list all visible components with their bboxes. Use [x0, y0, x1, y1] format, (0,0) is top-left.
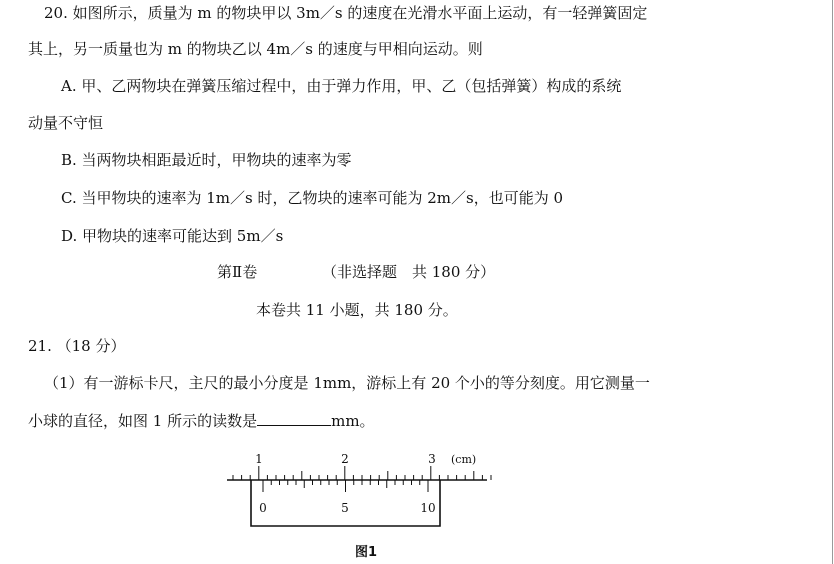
- q21-part1-prefix: 小球的直径，如图 1 所示的读数是: [28, 412, 258, 430]
- main-scale-ticks: [233, 466, 491, 480]
- q20-option-a-line1: A. 甲、乙两物块在弹簧压缩过程中，由于弹力作用，甲、乙（包括弹簧）构成的系统: [61, 77, 622, 95]
- vernier-label-10: 10: [420, 501, 436, 515]
- vernier-scale-ticks: [263, 480, 428, 492]
- q20-option-b: B. 当两物块相距最近时，甲物块的速率为零: [61, 151, 352, 169]
- section-subtitle: （非选择题 共 180 分）: [322, 263, 496, 281]
- main-label-1: 1: [255, 452, 263, 466]
- q20-stem-line2: 其上，另一质量也为 m 的物块乙以 4m／s 的速度与甲相向运动。则: [28, 40, 483, 58]
- main-label-3: 3: [428, 452, 436, 466]
- unit-label: (cm): [451, 453, 477, 466]
- answer-blank: [257, 411, 331, 426]
- section-title: 第Ⅱ卷: [217, 263, 258, 281]
- q21-part1-line1: （1）有一游标卡尺，主尺的最小分度是 1mm，游标上有 20 个小的等分刻度。用它测量一: [44, 374, 650, 392]
- figure-caption: 图1: [355, 545, 378, 560]
- q20-stem-line1: 20. 如图所示，质量为 m 的物块甲以 3m／s 的速度在光滑水平面上运动，有一轻弹簧固定: [44, 4, 648, 22]
- q21-header: 21. （18 分）: [28, 337, 126, 355]
- vernier-label-5: 5: [341, 501, 349, 515]
- vernier-caliper-figure: [215, 446, 505, 532]
- main-label-2: 2: [341, 452, 349, 466]
- vernier-label-0: 0: [259, 501, 267, 515]
- q20-option-a-line2: 动量不守恒: [28, 114, 104, 132]
- section-note: 本卷共 11 小题，共 180 分。: [256, 301, 458, 319]
- q21-part1-suffix: mm。: [331, 412, 375, 430]
- q21-part1-line2: [28, 411, 375, 431]
- q20-option-c: C. 当甲物块的速率为 1m／s 时，乙物块的速率可能为 2m／s，也可能为 0: [61, 189, 564, 207]
- page-border: [832, 0, 833, 564]
- q20-option-d: D. 甲物块的速率可能达到 5m／s: [61, 227, 284, 245]
